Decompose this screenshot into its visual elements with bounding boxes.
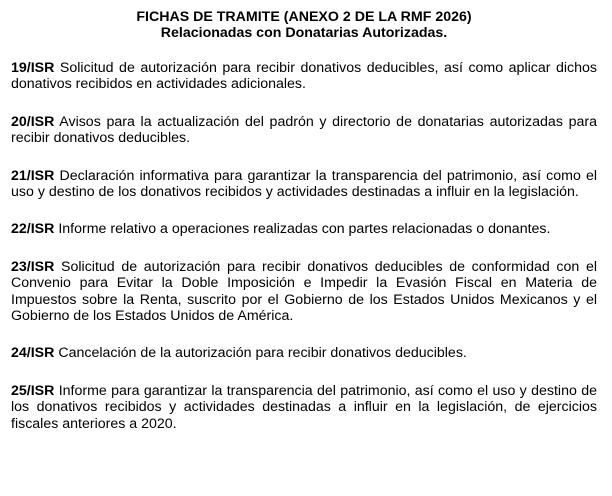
- document-subtitle: Relacionadas con Donatarias Autorizadas.: [160, 25, 448, 41]
- ficha-code: 24/ISR: [11, 345, 55, 362]
- ficha-code: 22/ISR: [11, 221, 55, 238]
- ficha-item: [11, 345, 597, 361]
- ficha-text: Informe para garantizar la transparencia del patrimonio, así como el uso y destino de los donativos recibidos y actividades destinadas a influir en la legislación, de ejercicios fiscales anteriores a 2020.: [11, 382, 597, 432]
- ficha-code: 19/ISR: [11, 60, 55, 76]
- ficha-item: [11, 221, 597, 237]
- ficha-item: [11, 114, 597, 147]
- ficha-item: [11, 60, 597, 93]
- document-header: [11, 9, 597, 41]
- ficha-text: Solicitud de autorización para recibir donativos deducibles de conformidad con el Convenio para Evitar la Doble Imposición e Impedir la Evasión Fiscal en Materia de Impuestos sobre la Renta, suscrito por el Gobierno de los Estados Unidos Mexicanos y el Gobierno de los Estados Unidos de América.: [11, 258, 597, 325]
- ficha-item: [11, 259, 597, 325]
- ficha-code: 23/ISR: [11, 258, 55, 275]
- ficha-text: Avisos para la actualización del padrón y directorio de donatarias autorizadas para recibir donativos deducibles.: [11, 113, 597, 147]
- fichas-list: [11, 60, 597, 432]
- ficha-text: Informe relativo a operaciones realizadas con partes relacionadas o donantes.: [58, 221, 551, 238]
- ficha-code: 21/ISR: [11, 167, 55, 184]
- ficha-text: Solicitud de autorización para recibir donativos deducibles, así como aplicar dichos donativos recibidos en actividades adicionales.: [11, 60, 597, 93]
- ficha-item: [11, 383, 597, 432]
- ficha-code: 25/ISR: [11, 382, 55, 399]
- ficha-text: Cancelación de la autorización para recibir donativos deducibles.: [58, 345, 467, 362]
- ficha-code: 20/ISR: [11, 113, 55, 130]
- ficha-text: Declaración informativa para garantizar la transparencia del patrimonio, así como el uso y destino de los donativos recibidos y actividades destinadas a influir en la legislación.: [11, 167, 598, 201]
- ficha-item: [11, 168, 597, 201]
- document-title: FICHAS DE TRAMITE (ANEXO 2 DE LA RMF 2026): [136, 9, 472, 25]
